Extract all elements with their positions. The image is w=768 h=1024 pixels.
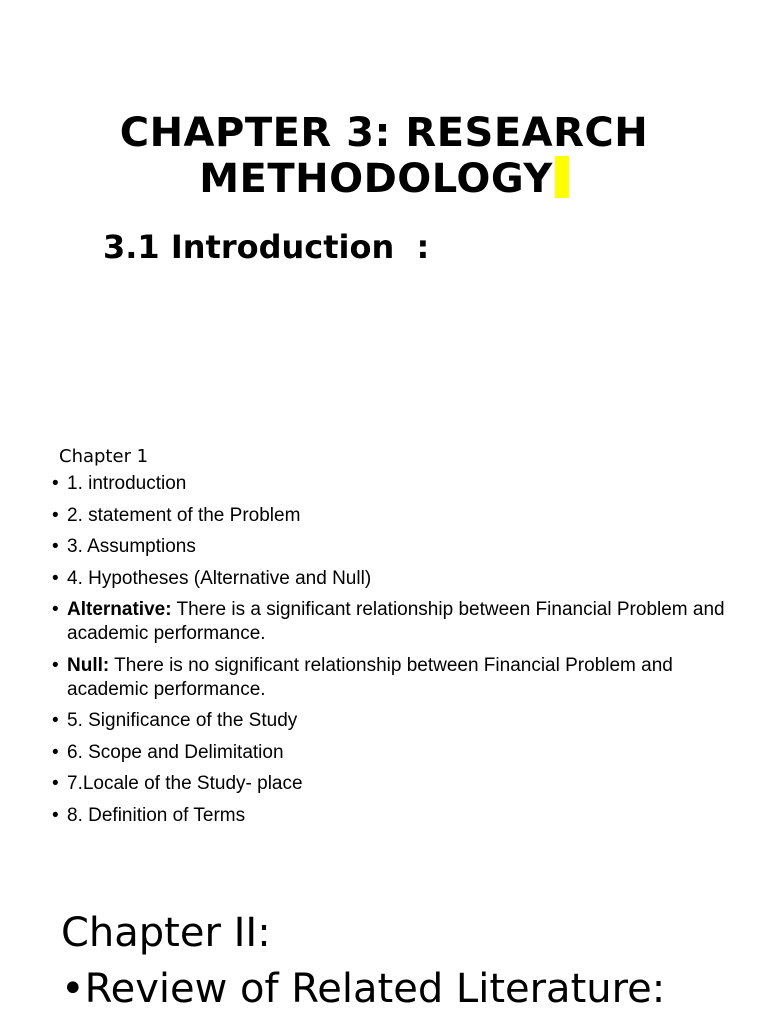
outline-item-text: 5. Significance of the Study xyxy=(67,710,298,731)
outline-item xyxy=(52,654,732,702)
bullet-marker: • xyxy=(52,473,59,494)
outline-item-text: 3. Assumptions xyxy=(67,536,196,557)
chapter-2-heading: Chapter II: xyxy=(61,910,271,956)
outline-item xyxy=(52,741,732,765)
chapter-title-line-2-text: METHODOLOGY xyxy=(199,156,553,202)
chapter-title-line-2 xyxy=(0,156,768,202)
outline-item-text: 7.Locale of the Study- place xyxy=(67,773,303,794)
outline-item xyxy=(52,804,732,828)
bullet-marker: • xyxy=(52,504,59,526)
chapter-2-item: •Review of Related Literature: xyxy=(61,966,666,1012)
outline-item xyxy=(52,709,732,733)
outline-item-bold-label: Alternative: xyxy=(67,599,172,620)
section-subtitle: 3.1 Introduction : xyxy=(103,228,430,266)
chapter-1-heading: Chapter 1 xyxy=(59,446,149,467)
bullet-marker: • xyxy=(52,536,59,557)
bullet-marker: • xyxy=(52,567,59,589)
chapter-2-block xyxy=(61,905,665,1017)
outline-item-bold-label: Null: xyxy=(67,654,110,676)
outline-item-text: 1. introduction xyxy=(67,473,187,494)
outline-item-text: There is no significant relationship between Financial Problem and academic performance. xyxy=(67,654,673,700)
outline-item-text: 4. Hypotheses (Alternative and Null) xyxy=(67,567,372,589)
outline-item-text: 6. Scope and Delimitation xyxy=(67,741,284,763)
chapter-title-line-1: CHAPTER 3: RESEARCH xyxy=(119,110,649,156)
bullet-marker: • xyxy=(52,654,59,676)
bullet-marker: • xyxy=(52,804,59,826)
bullet-marker: • xyxy=(52,741,59,763)
bullet-marker: • xyxy=(52,710,59,731)
outline-item-text: 8. Definition of Terms xyxy=(67,804,246,826)
outline-item xyxy=(52,504,732,528)
text-highlight-mark xyxy=(555,156,569,198)
chapter-1-outline-list xyxy=(52,472,732,835)
outline-item xyxy=(52,535,732,559)
outline-item-text: 2. statement of the Problem xyxy=(67,504,301,526)
outline-item xyxy=(52,598,732,646)
chapter-title xyxy=(0,110,768,202)
outline-item xyxy=(52,472,732,496)
bullet-marker: • xyxy=(52,599,59,620)
bullet-marker: • xyxy=(52,773,59,794)
outline-item xyxy=(52,567,732,591)
outline-item-text: There is a significant relationship between Financial Problem and academic performance. xyxy=(67,599,725,644)
outline-item xyxy=(52,772,732,796)
